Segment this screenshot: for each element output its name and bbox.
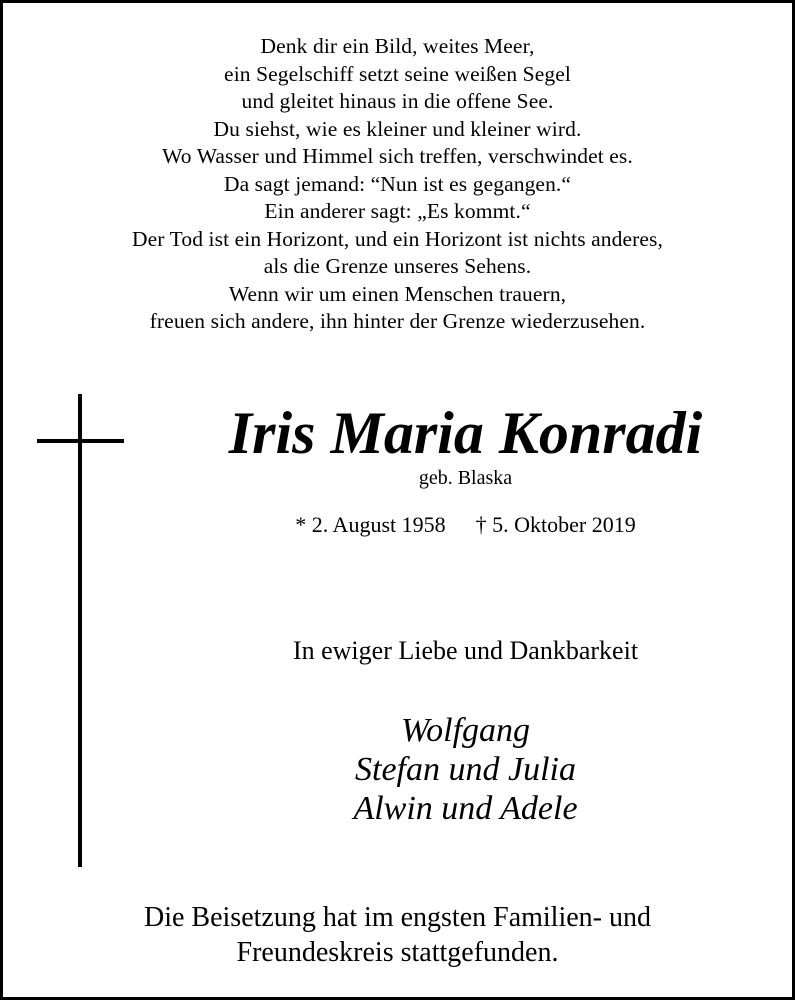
poem-line: freuen sich andere, ihn hinter der Grenze wiederzusehen. <box>149 309 646 333</box>
poem-line: und gleitet hinaus in die offene See. <box>241 89 554 113</box>
poem-line: Denk dir ein Bild, weites Meer, <box>260 34 535 58</box>
cross-horizontal-bar <box>37 439 124 443</box>
poem-line: Wo Wasser und Himmel sich treffen, verschwindet es. <box>162 144 633 168</box>
birth-date: * 2. August 1958 <box>295 512 446 537</box>
poem-line: ein Segelschiff setzt seine weißen Segel <box>224 61 571 86</box>
signer: Stefan und Julia <box>355 751 576 788</box>
burial-notice-line: Die Beisetzung hat im engsten Familien- und <box>143 902 651 933</box>
life-dates <box>143 511 788 539</box>
poem-line: Da sagt jemand: “Nun ist es gegangen.“ <box>223 171 572 196</box>
poem-line: Der Tod ist ein Horizont, und ein Horizont ist nichts anderes, <box>132 226 663 251</box>
signers <box>143 711 788 828</box>
poem-line: als die Grenze unseres Sehens. <box>263 254 532 278</box>
burial-notice-line: Freundeskreis stattgefunden. <box>236 937 559 968</box>
poem <box>3 33 792 336</box>
dedication: In ewiger Liebe und Dankbarkeit <box>292 636 639 665</box>
deceased-name: Iris Maria Konradi <box>228 400 703 466</box>
burial-notice <box>3 900 792 970</box>
cross-vertical-bar <box>78 394 82 867</box>
poem-line: Du siehst, wie es kleiner und kleiner wird. <box>213 116 582 141</box>
signer: Alwin und Adele <box>353 790 578 827</box>
poem-line: Ein anderer sagt: „Es kommt.“ <box>264 199 531 223</box>
death-date: † 5. Oktober 2019 <box>475 512 636 537</box>
maiden-name: geb. Blaska <box>418 467 513 489</box>
signer: Wolfgang <box>400 712 531 749</box>
poem-line: Wenn wir um einen Menschen trauern, <box>228 281 567 306</box>
